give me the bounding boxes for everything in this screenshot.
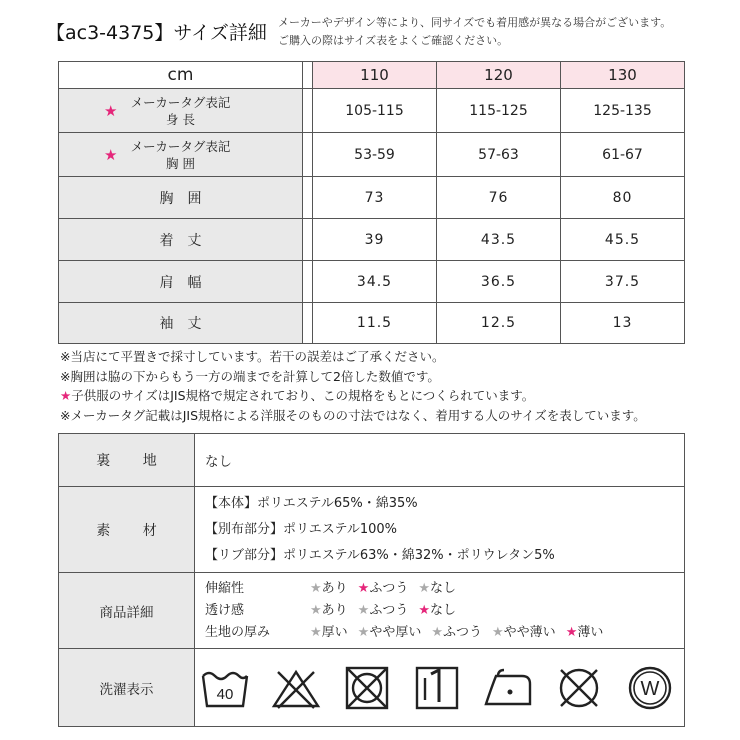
chest-tag-label: 胸 囲 (166, 155, 195, 171)
table-row (59, 219, 685, 261)
material-line: 【本体】ポリエステル65%・綿35% (205, 495, 418, 511)
svg-text:40: 40 (216, 685, 234, 703)
line-dry-icon (411, 664, 463, 712)
feature-option (310, 625, 348, 640)
star-icon: ★ (104, 145, 118, 164)
table-row (59, 261, 685, 303)
material-label: 素 材 (59, 487, 195, 573)
size-130-header: 130 (561, 62, 685, 89)
care-row (59, 649, 685, 727)
star-icon: ★ (310, 603, 322, 618)
product-details-value (195, 573, 685, 649)
cell: 73 (313, 177, 437, 219)
cell: 57-63 (437, 133, 561, 177)
option-label: あり (321, 581, 348, 596)
option-label: あり (321, 603, 348, 618)
cell: 115-125 (437, 89, 561, 133)
feature-option (310, 603, 348, 618)
feature-option (431, 625, 482, 640)
option-label: ふつう (443, 625, 483, 640)
feature-option (358, 581, 409, 596)
feature-options (310, 600, 684, 621)
header-note-2: ご購入の際はサイズ表をよくご確認ください。 (278, 34, 509, 47)
table-row (59, 133, 685, 177)
care-icons (195, 649, 685, 727)
feature-option (418, 603, 456, 618)
cell: 125-135 (561, 89, 685, 133)
feature-name: 透け感 (205, 603, 245, 618)
wash-40-icon (199, 664, 251, 712)
cell: 45.5 (561, 219, 685, 261)
cell: 37.5 (561, 261, 685, 303)
no-bleach-icon (270, 664, 322, 712)
cell: 36.5 (437, 261, 561, 303)
star-icon: ★ (418, 581, 430, 596)
option-label: なし (430, 581, 457, 596)
feature-option (492, 625, 556, 640)
star-icon: ★ (492, 625, 504, 640)
option-label: 厚い (321, 625, 348, 640)
page-title: 【ac3-4375】サイズ詳細 (46, 22, 267, 44)
size-header-row (59, 62, 685, 89)
feature-option (358, 603, 409, 618)
option-label: やや厚い (369, 625, 422, 640)
size-110-header: 110 (313, 62, 437, 89)
star-icon: ★ (357, 581, 370, 596)
cell: 12.5 (437, 303, 561, 344)
option-label: ふつう (369, 603, 409, 618)
svg-text:W: W (640, 677, 660, 700)
size-120-header: 120 (437, 62, 561, 89)
note-line: ※メーカータグ記載はJIS規格による洋服そのものの寸法ではなく、着用する人のサイズを表しています。 (60, 407, 646, 423)
row-label: 胸囲 (59, 177, 303, 219)
tag-label: メーカータグ表記 (130, 138, 231, 154)
star-icon: ★ (357, 625, 370, 640)
star-icon: ★ (431, 625, 443, 640)
star-icon: ★ (310, 581, 322, 596)
star-icon: ★ (104, 101, 118, 120)
row-label: 袖丈 (59, 303, 303, 344)
size-table (58, 61, 685, 344)
cell: 39 (313, 219, 437, 261)
low-iron-icon (482, 664, 534, 712)
cell: 11.5 (313, 303, 437, 344)
cell: 34.5 (313, 261, 437, 303)
wet-clean-icon (624, 664, 676, 712)
feature-option (310, 581, 348, 596)
lining-label: 裏 地 (59, 434, 195, 487)
option-label: ふつう (369, 581, 409, 596)
care-label: 洗濯表示 (59, 649, 195, 727)
unit-label: cm (59, 62, 303, 89)
cell: 13 (561, 303, 685, 344)
no-tumble-dry-icon (341, 664, 393, 712)
material-line: 【リブ部分】ポリエステル63%・綿32%・ポリウレタン5% (205, 547, 555, 563)
row-label (59, 89, 303, 133)
star-icon: ★ (565, 625, 578, 640)
lining-value: なし (195, 434, 685, 487)
option-label: やや薄い (503, 625, 556, 640)
star-icon: ★ (310, 625, 322, 640)
header-note-1: メーカーやデザイン等により、同サイズでも着用感が異なる場合がございます。 (278, 16, 672, 29)
option-label: なし (430, 603, 457, 618)
cell: 105-115 (313, 89, 437, 133)
feature-option (418, 581, 456, 596)
note-line: ※当店にて平置きで採寸しています。若干の誤差はご了承ください。 (60, 349, 445, 364)
material-value (195, 487, 685, 573)
cell: 53-59 (313, 133, 437, 177)
product-details-label: 商品詳細 (59, 573, 195, 649)
material-row (59, 487, 685, 573)
feature-options (310, 622, 684, 643)
feature-name: 生地の厚み (205, 625, 271, 640)
table-row (59, 303, 685, 344)
feature-option (358, 625, 422, 640)
feature-name: 伸縮性 (205, 581, 245, 596)
star-icon: ★ (357, 603, 370, 618)
cell: 43.5 (437, 219, 561, 261)
cell: 76 (437, 177, 561, 219)
table-row (59, 177, 685, 219)
note-line: ※胸囲は脇の下からもう一方の端までを計算して2倍した数値です。 (60, 368, 440, 384)
product-detail-table (58, 433, 685, 727)
row-label: 肩幅 (59, 261, 303, 303)
note-line: ★子供服のサイズはJIS規格で規定されており、この規格をもとにつくられています。 (60, 388, 535, 403)
option-label: 薄い (577, 625, 604, 640)
size-notes (60, 347, 646, 425)
table-row (59, 89, 685, 133)
cell: 80 (561, 177, 685, 219)
row-label: 着丈 (59, 219, 303, 261)
cell: 61-67 (561, 133, 685, 177)
star-icon: ★ (418, 603, 430, 618)
product-details-row (59, 573, 685, 649)
feature-options (310, 578, 684, 599)
material-line: 【別布部分】ポリエステル100% (205, 521, 397, 537)
feature-grid (205, 578, 684, 643)
row-label (59, 133, 303, 177)
tag-label: メーカータグ表記 (130, 94, 231, 110)
star-icon: ★ (60, 388, 72, 403)
lining-row (59, 434, 685, 487)
height-label: 身 長 (166, 111, 195, 127)
feature-option (566, 625, 604, 640)
no-dry-clean-icon (553, 664, 605, 712)
